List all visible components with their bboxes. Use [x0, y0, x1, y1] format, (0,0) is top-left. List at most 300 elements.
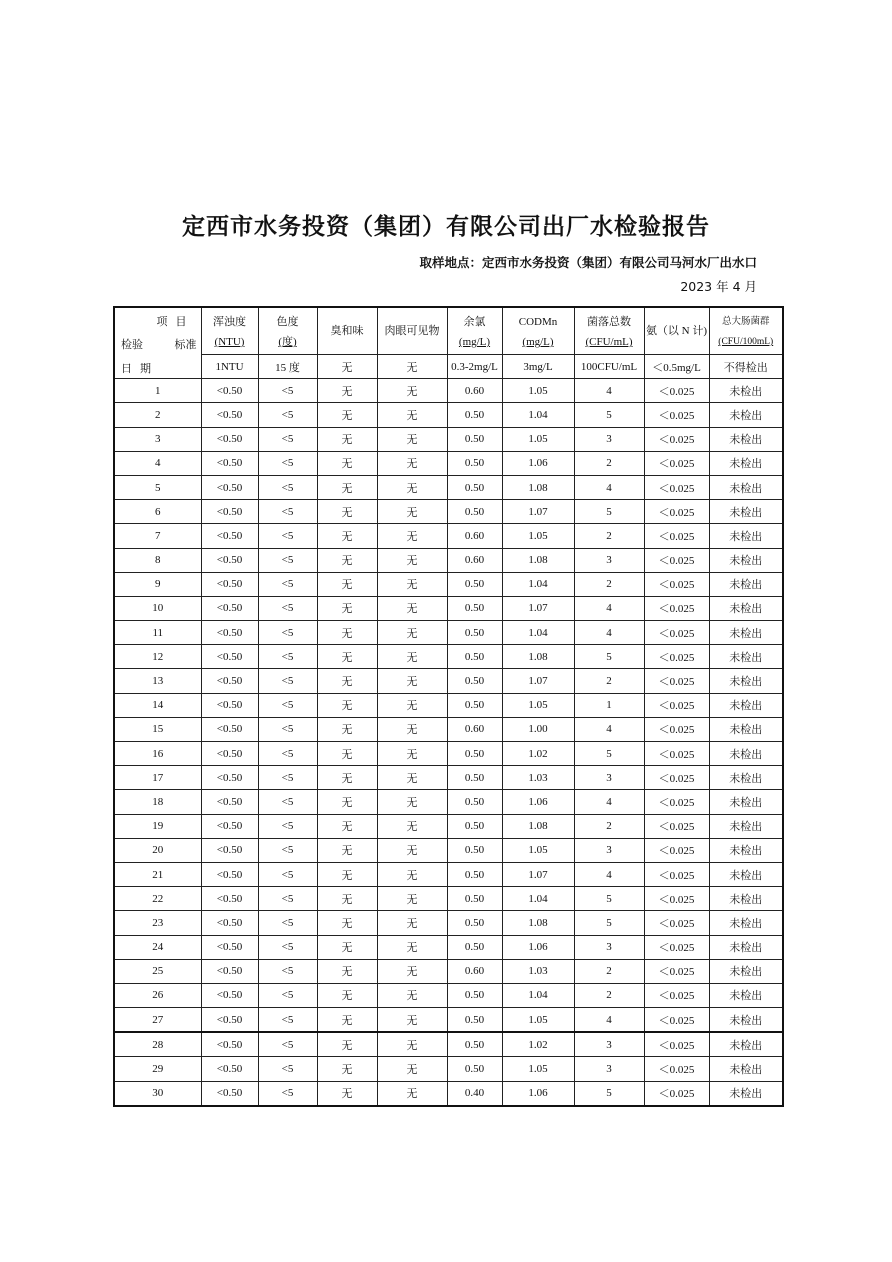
- value-cell: 无: [377, 766, 447, 790]
- value-cell: 无: [317, 983, 377, 1007]
- value-cell: 未检出: [709, 379, 783, 403]
- value-cell: 5: [574, 911, 644, 935]
- table-row: [114, 1057, 783, 1081]
- table-row: [114, 814, 783, 838]
- value-cell: <0.50: [201, 1008, 258, 1033]
- value-cell: <0.50: [201, 742, 258, 766]
- table-row: [114, 475, 783, 499]
- value-cell: ＜0.025: [644, 983, 709, 1007]
- column-name: 色度: [276, 316, 299, 328]
- value-cell: 无: [317, 524, 377, 548]
- col-header-odor: [317, 307, 377, 355]
- value-cell: ＜0.025: [644, 1032, 709, 1057]
- value-cell: 0.50: [447, 596, 502, 620]
- report-date: 2023 年 4 月: [680, 279, 757, 294]
- value-cell: 2: [574, 959, 644, 983]
- table-row: [114, 959, 783, 983]
- value-cell: ＜0.025: [644, 1057, 709, 1081]
- table-row: [114, 1081, 783, 1106]
- value-cell: 无: [317, 403, 377, 427]
- value-cell: 无: [377, 983, 447, 1007]
- value-cell: 0.50: [447, 621, 502, 645]
- value-cell: ＜0.025: [644, 838, 709, 862]
- header-corner: [114, 307, 201, 379]
- value-cell: 1.05: [502, 1057, 574, 1081]
- value-cell: ＜0.025: [644, 572, 709, 596]
- value-cell: 1.07: [502, 500, 574, 524]
- value-cell: <5: [258, 1081, 317, 1106]
- value-cell: <5: [258, 427, 317, 451]
- value-cell: 未检出: [709, 596, 783, 620]
- table-row: [114, 911, 783, 935]
- value-cell: 1.04: [502, 887, 574, 911]
- value-cell: 4: [574, 862, 644, 886]
- value-cell: 未检出: [709, 427, 783, 451]
- value-cell: 无: [317, 742, 377, 766]
- value-cell: ＜0.025: [644, 403, 709, 427]
- standard-cell: 15 度: [258, 355, 317, 379]
- day-cell: 12: [114, 645, 201, 669]
- value-cell: <0.50: [201, 427, 258, 451]
- value-cell: ＜0.025: [644, 621, 709, 645]
- value-cell: 未检出: [709, 1081, 783, 1106]
- table-row: [114, 1032, 783, 1057]
- column-name: 菌落总数: [587, 316, 631, 328]
- value-cell: 5: [574, 1081, 644, 1106]
- value-cell: 未检出: [709, 403, 783, 427]
- table-body: [114, 379, 783, 1106]
- value-cell: <5: [258, 669, 317, 693]
- value-cell: 无: [377, 935, 447, 959]
- value-cell: 1.05: [502, 1008, 574, 1033]
- value-cell: ＜0.025: [644, 1081, 709, 1106]
- day-cell: 1: [114, 379, 201, 403]
- value-cell: 无: [377, 862, 447, 886]
- value-cell: <0.50: [201, 911, 258, 935]
- value-cell: 无: [317, 500, 377, 524]
- value-cell: ＜0.025: [644, 959, 709, 983]
- value-cell: <0.50: [201, 572, 258, 596]
- value-cell: ＜0.025: [644, 790, 709, 814]
- value-cell: ＜0.025: [644, 500, 709, 524]
- value-cell: 3: [574, 548, 644, 572]
- corner-test-label: 检验: [121, 339, 143, 351]
- value-cell: <0.50: [201, 935, 258, 959]
- value-cell: <0.50: [201, 645, 258, 669]
- col-header-coliform: [709, 307, 783, 355]
- value-cell: <5: [258, 790, 317, 814]
- value-cell: <5: [258, 862, 317, 886]
- value-cell: 无: [317, 572, 377, 596]
- value-cell: 无: [317, 911, 377, 935]
- table-row: [114, 717, 783, 741]
- value-cell: ＜0.025: [644, 524, 709, 548]
- value-cell: 0.60: [447, 959, 502, 983]
- value-cell: 未检出: [709, 742, 783, 766]
- value-cell: ＜0.025: [644, 379, 709, 403]
- column-unit: (度): [278, 336, 297, 348]
- value-cell: 0.60: [447, 524, 502, 548]
- value-cell: 5: [574, 645, 644, 669]
- value-cell: 0.50: [447, 693, 502, 717]
- value-cell: <5: [258, 572, 317, 596]
- value-cell: 未检出: [709, 983, 783, 1007]
- value-cell: 无: [377, 1057, 447, 1081]
- value-cell: <0.50: [201, 621, 258, 645]
- value-cell: ＜0.025: [644, 814, 709, 838]
- value-cell: ＜0.025: [644, 427, 709, 451]
- value-cell: 0.50: [447, 911, 502, 935]
- value-cell: ＜0.025: [644, 475, 709, 499]
- value-cell: 5: [574, 403, 644, 427]
- value-cell: 无: [377, 645, 447, 669]
- table-row: [114, 403, 783, 427]
- standard-cell: 3mg/L: [502, 355, 574, 379]
- value-cell: <0.50: [201, 959, 258, 983]
- column-unit: (mg/L): [458, 336, 491, 348]
- value-cell: <0.50: [201, 862, 258, 886]
- corner-item-label: 项目: [156, 316, 195, 328]
- day-cell: 4: [114, 451, 201, 475]
- value-cell: <0.50: [201, 669, 258, 693]
- value-cell: 0.50: [447, 1008, 502, 1033]
- value-cell: 2: [574, 524, 644, 548]
- value-cell: 无: [317, 645, 377, 669]
- value-cell: 3: [574, 838, 644, 862]
- value-cell: <5: [258, 1008, 317, 1033]
- day-cell: 19: [114, 814, 201, 838]
- col-header-color: [258, 307, 317, 355]
- value-cell: 1.08: [502, 645, 574, 669]
- value-cell: ＜0.025: [644, 451, 709, 475]
- value-cell: ＜0.025: [644, 862, 709, 886]
- table-row: [114, 1008, 783, 1033]
- value-cell: ＜0.025: [644, 887, 709, 911]
- value-cell: <5: [258, 1032, 317, 1057]
- value-cell: 4: [574, 717, 644, 741]
- value-cell: <5: [258, 911, 317, 935]
- col-header-visible-matter: [377, 307, 447, 355]
- value-cell: 1.05: [502, 524, 574, 548]
- value-cell: <0.50: [201, 814, 258, 838]
- value-cell: 2: [574, 572, 644, 596]
- value-cell: <5: [258, 838, 317, 862]
- value-cell: ＜0.025: [644, 766, 709, 790]
- value-cell: 未检出: [709, 862, 783, 886]
- standard-cell: 无: [377, 355, 447, 379]
- value-cell: 0.50: [447, 451, 502, 475]
- value-cell: <0.50: [201, 983, 258, 1007]
- value-cell: 未检出: [709, 717, 783, 741]
- value-cell: 1.06: [502, 790, 574, 814]
- value-cell: 无: [377, 838, 447, 862]
- value-cell: <0.50: [201, 1032, 258, 1057]
- value-cell: 未检出: [709, 621, 783, 645]
- value-cell: 5: [574, 500, 644, 524]
- value-cell: 无: [317, 838, 377, 862]
- value-cell: <5: [258, 475, 317, 499]
- value-cell: <5: [258, 379, 317, 403]
- value-cell: <5: [258, 403, 317, 427]
- value-cell: <5: [258, 693, 317, 717]
- value-cell: 无: [377, 379, 447, 403]
- column-name: 肉眼可见物: [384, 325, 440, 337]
- value-cell: ＜0.025: [644, 669, 709, 693]
- value-cell: <5: [258, 451, 317, 475]
- day-cell: 15: [114, 717, 201, 741]
- standard-cell: 不得检出: [709, 355, 783, 379]
- value-cell: 0.50: [447, 500, 502, 524]
- value-cell: 0.50: [447, 814, 502, 838]
- day-cell: 16: [114, 742, 201, 766]
- table-row: [114, 983, 783, 1007]
- column-unit: (mg/L): [522, 336, 554, 348]
- value-cell: 1.08: [502, 911, 574, 935]
- table-row: [114, 379, 783, 403]
- value-cell: 0.50: [447, 475, 502, 499]
- day-cell: 8: [114, 548, 201, 572]
- table-row: [114, 596, 783, 620]
- value-cell: <5: [258, 524, 317, 548]
- value-cell: 无: [317, 475, 377, 499]
- value-cell: <0.50: [201, 500, 258, 524]
- day-cell: 22: [114, 887, 201, 911]
- value-cell: 0.40: [447, 1081, 502, 1106]
- value-cell: <5: [258, 717, 317, 741]
- day-cell: 17: [114, 766, 201, 790]
- value-cell: 未检出: [709, 814, 783, 838]
- value-cell: <0.50: [201, 379, 258, 403]
- value-cell: 0.50: [447, 935, 502, 959]
- value-cell: 3: [574, 935, 644, 959]
- column-name: 臭和味: [330, 325, 364, 337]
- value-cell: 未检出: [709, 1008, 783, 1033]
- value-cell: 0.50: [447, 427, 502, 451]
- day-cell: 7: [114, 524, 201, 548]
- value-cell: 5: [574, 742, 644, 766]
- table-row: [114, 669, 783, 693]
- standard-cell: 100CFU/mL: [574, 355, 644, 379]
- value-cell: 1.06: [502, 451, 574, 475]
- value-cell: 0.50: [447, 790, 502, 814]
- day-cell: 9: [114, 572, 201, 596]
- table-row: [114, 935, 783, 959]
- value-cell: <5: [258, 742, 317, 766]
- value-cell: 未检出: [709, 1057, 783, 1081]
- value-cell: 1.00: [502, 717, 574, 741]
- value-cell: <5: [258, 500, 317, 524]
- value-cell: 无: [377, 621, 447, 645]
- value-cell: 未检出: [709, 838, 783, 862]
- value-cell: 1.05: [502, 838, 574, 862]
- value-cell: 1.07: [502, 596, 574, 620]
- table-row: [114, 887, 783, 911]
- water-quality-table: [113, 306, 784, 1107]
- value-cell: 0.50: [447, 572, 502, 596]
- value-cell: <0.50: [201, 475, 258, 499]
- value-cell: 0.50: [447, 1057, 502, 1081]
- value-cell: 无: [377, 669, 447, 693]
- value-cell: 无: [377, 427, 447, 451]
- table-row: [114, 451, 783, 475]
- value-cell: 3: [574, 1057, 644, 1081]
- value-cell: 未检出: [709, 572, 783, 596]
- col-header-turbidity: [201, 307, 258, 355]
- value-cell: 1.03: [502, 766, 574, 790]
- value-cell: 未检出: [709, 790, 783, 814]
- value-cell: 无: [317, 766, 377, 790]
- value-cell: 无: [377, 1032, 447, 1057]
- value-cell: 1.06: [502, 1081, 574, 1106]
- value-cell: 3: [574, 766, 644, 790]
- value-cell: <5: [258, 621, 317, 645]
- col-header-ammonia: [644, 307, 709, 355]
- day-cell: 21: [114, 862, 201, 886]
- value-cell: 0.60: [447, 717, 502, 741]
- value-cell: 无: [377, 548, 447, 572]
- col-header-colony-count: [574, 307, 644, 355]
- value-cell: 1.06: [502, 935, 574, 959]
- value-cell: 无: [317, 887, 377, 911]
- value-cell: 1.05: [502, 427, 574, 451]
- value-cell: <0.50: [201, 403, 258, 427]
- day-cell: 6: [114, 500, 201, 524]
- value-cell: 1.02: [502, 1032, 574, 1057]
- header-row: [114, 307, 783, 355]
- value-cell: 无: [317, 862, 377, 886]
- value-cell: 无: [377, 451, 447, 475]
- day-cell: 14: [114, 693, 201, 717]
- value-cell: 1.05: [502, 379, 574, 403]
- value-cell: 未检出: [709, 500, 783, 524]
- value-cell: 未检出: [709, 475, 783, 499]
- value-cell: 2: [574, 814, 644, 838]
- value-cell: 1.07: [502, 862, 574, 886]
- value-cell: 无: [377, 717, 447, 741]
- value-cell: <0.50: [201, 524, 258, 548]
- value-cell: 2: [574, 669, 644, 693]
- value-cell: 未检出: [709, 451, 783, 475]
- value-cell: 无: [317, 959, 377, 983]
- value-cell: 0.50: [447, 645, 502, 669]
- table-row: [114, 766, 783, 790]
- value-cell: 5: [574, 887, 644, 911]
- value-cell: 无: [317, 1032, 377, 1057]
- value-cell: 4: [574, 790, 644, 814]
- value-cell: <0.50: [201, 693, 258, 717]
- day-cell: 20: [114, 838, 201, 862]
- value-cell: <0.50: [201, 1081, 258, 1106]
- table-row: [114, 500, 783, 524]
- value-cell: <5: [258, 935, 317, 959]
- column-unit: (NTU): [214, 336, 245, 348]
- value-cell: <5: [258, 766, 317, 790]
- value-cell: 无: [377, 911, 447, 935]
- value-cell: 0.50: [447, 983, 502, 1007]
- value-cell: 未检出: [709, 1032, 783, 1057]
- value-cell: ＜0.025: [644, 548, 709, 572]
- value-cell: <0.50: [201, 766, 258, 790]
- table-row: [114, 742, 783, 766]
- day-cell: 18: [114, 790, 201, 814]
- value-cell: 4: [574, 596, 644, 620]
- value-cell: 无: [377, 500, 447, 524]
- table-row: [114, 862, 783, 886]
- value-cell: <0.50: [201, 717, 258, 741]
- value-cell: 1.08: [502, 814, 574, 838]
- day-cell: 28: [114, 1032, 201, 1057]
- column-name: 浑浊度: [213, 316, 246, 328]
- value-cell: 无: [317, 548, 377, 572]
- day-cell: 26: [114, 983, 201, 1007]
- sampling-location: 取样地点：定西市水务投资（集团）有限公司马河水厂出水口: [419, 255, 757, 270]
- table-row: [114, 621, 783, 645]
- value-cell: 无: [377, 1081, 447, 1106]
- day-cell: 3: [114, 427, 201, 451]
- value-cell: 0.50: [447, 838, 502, 862]
- value-cell: 0.50: [447, 1032, 502, 1057]
- value-cell: 未检出: [709, 911, 783, 935]
- day-cell: 24: [114, 935, 201, 959]
- value-cell: 未检出: [709, 693, 783, 717]
- day-cell: 13: [114, 669, 201, 693]
- value-cell: 无: [317, 935, 377, 959]
- value-cell: 3: [574, 1032, 644, 1057]
- value-cell: 未检出: [709, 669, 783, 693]
- value-cell: 1.04: [502, 983, 574, 1007]
- col-header-codmn: [502, 307, 574, 355]
- day-cell: 29: [114, 1057, 201, 1081]
- value-cell: 无: [377, 403, 447, 427]
- standard-cell: 0.3-2mg/L: [447, 355, 502, 379]
- value-cell: 无: [377, 790, 447, 814]
- value-cell: 无: [377, 887, 447, 911]
- value-cell: 未检出: [709, 645, 783, 669]
- column-name: 氨（以 N 计): [645, 325, 708, 337]
- value-cell: 1.04: [502, 621, 574, 645]
- value-cell: 未检出: [709, 959, 783, 983]
- value-cell: ＜0.025: [644, 935, 709, 959]
- value-cell: 1.04: [502, 572, 574, 596]
- value-cell: 3: [574, 427, 644, 451]
- table-row: [114, 548, 783, 572]
- standard-row: [114, 355, 783, 379]
- day-cell: 23: [114, 911, 201, 935]
- column-name: CODMn: [518, 316, 558, 328]
- value-cell: 无: [317, 427, 377, 451]
- value-cell: 0.50: [447, 887, 502, 911]
- value-cell: <0.50: [201, 838, 258, 862]
- value-cell: 1.08: [502, 548, 574, 572]
- value-cell: 1.02: [502, 742, 574, 766]
- table-row: [114, 645, 783, 669]
- value-cell: ＜0.025: [644, 645, 709, 669]
- table-row: [114, 427, 783, 451]
- value-cell: 无: [317, 596, 377, 620]
- value-cell: 1.08: [502, 475, 574, 499]
- value-cell: 4: [574, 621, 644, 645]
- day-cell: 30: [114, 1081, 201, 1106]
- value-cell: <5: [258, 596, 317, 620]
- value-cell: 0.50: [447, 669, 502, 693]
- day-cell: 10: [114, 596, 201, 620]
- value-cell: 4: [574, 475, 644, 499]
- value-cell: <0.50: [201, 1057, 258, 1081]
- column-name: 余氯: [463, 316, 486, 328]
- table-row: [114, 524, 783, 548]
- value-cell: 无: [377, 693, 447, 717]
- value-cell: <5: [258, 548, 317, 572]
